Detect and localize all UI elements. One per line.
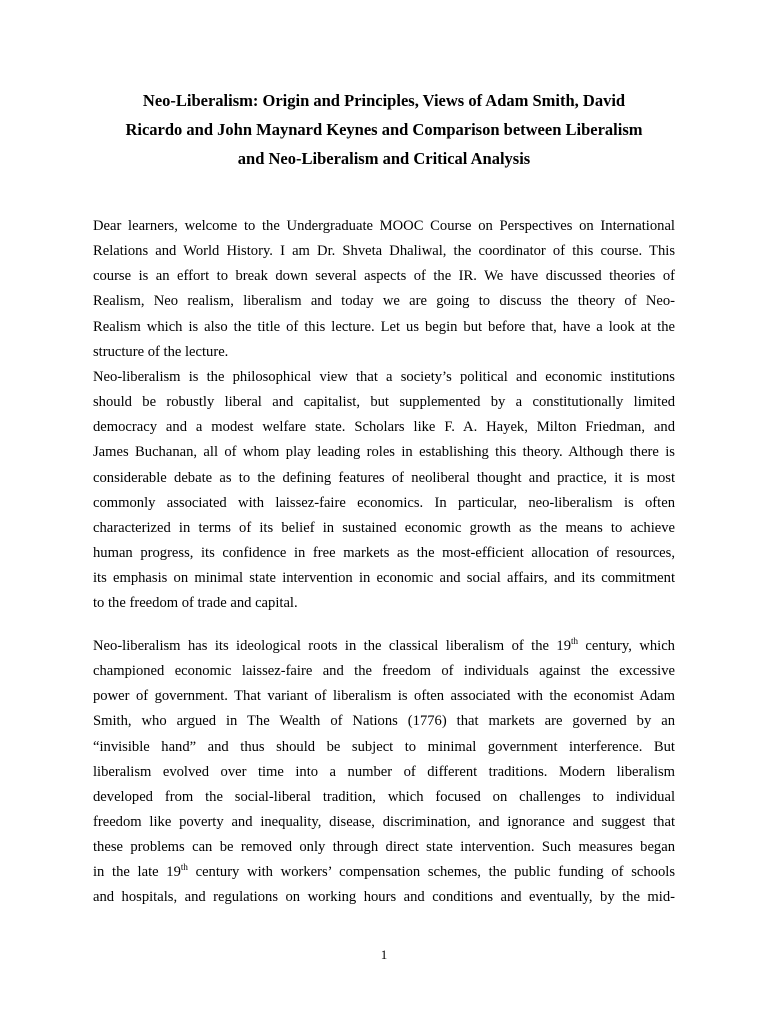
title-line: Neo-Liberalism: Origin and Principles, Views of Adam Smith, David xyxy=(142,91,626,110)
text-fragment: in the late 19 xyxy=(93,864,181,881)
text-line: Smith, who argued in The Wealth of Nations (1776) that markets are governed by an xyxy=(93,713,675,730)
text-line: James Buchanan, all of whom play leading roles in establishing this theory. Although there is xyxy=(93,444,675,461)
text-line: democracy and a modest welfare state. Scholars like F. A. Hayek, Milton Friedman, and xyxy=(93,419,675,436)
text-line: human progress, its confidence in free markets as the most-efficient allocation of resources, xyxy=(93,544,675,561)
text-line: structure of the lecture. xyxy=(93,343,229,360)
text-line: should be robustly liberal and capitalist, but supplemented by a constitutionally limited xyxy=(93,394,675,411)
text-line: developed from the social-liberal tradition, which focused on challenges to individual xyxy=(93,788,675,805)
text-line: course is an effort to break down several aspects of the IR. We have discussed theories of xyxy=(93,268,675,285)
text-line: freedom like poverty and inequality, disease, discrimination, and ignorance and suggest that xyxy=(93,813,675,830)
text-line: liberalism evolved over time into a number of different traditions. Modern liberalism xyxy=(93,763,675,780)
text-line: Neo-liberalism is the philosophical view that a society’s political and economic institutions xyxy=(93,369,675,385)
text-line: Realism which is also the title of this lecture. Let us begin but before that, have a look at the xyxy=(93,318,675,335)
text-line: championed economic laissez-faire and the freedom of individuals against the excessive xyxy=(93,663,675,680)
text-fragment: Neo-liberalism has its ideological roots in the classical liberalism of the 19 xyxy=(93,638,571,654)
text-line: and hospitals, and regulations on working hours and conditions and eventually, by the mid- xyxy=(93,889,675,906)
text-line: its emphasis on minimal state intervention in economic and social affairs, and its commitment xyxy=(93,570,675,587)
text-line: Dear learners, welcome to the Undergraduate MOOC Course on Perspectives on International xyxy=(93,218,675,234)
text-line xyxy=(93,634,675,659)
title-line: Ricardo and John Maynard Keynes and Comparison between Liberalism xyxy=(125,120,643,139)
text-line xyxy=(93,860,675,885)
text-fragment: century with workers’ compensation schemes, the public funding of schools xyxy=(187,864,675,881)
text-line: Relations and World History. I am Dr. Shveta Dhaliwal, the coordinator of this course. This xyxy=(93,243,675,260)
text-fragment: century, which xyxy=(578,638,675,654)
superscript: th xyxy=(571,636,579,646)
text-line: considerable debate as to the defining features of neoliberal thought and practice, it is most xyxy=(93,469,675,486)
title-line: and Neo-Liberalism and Critical Analysis xyxy=(237,149,531,168)
paragraph-intro xyxy=(93,214,675,365)
text-line: to the freedom of trade and capital. xyxy=(93,595,298,612)
text-line: power of government. That variant of liberalism is often associated with the economist Adam xyxy=(93,688,675,705)
page-number: 1 xyxy=(380,947,388,962)
text-line: “invisible hand” and thus should be subject to minimal government interference. But xyxy=(93,738,675,755)
paragraph-definition xyxy=(93,365,675,616)
superscript: th xyxy=(180,862,188,873)
text-line: Realism, Neo realism, liberalism and today we are going to discuss the theory of Neo- xyxy=(93,293,675,310)
text-line: characterized in terms of its belief in sustained economic growth as the means to achieve xyxy=(93,519,675,536)
document-title xyxy=(96,86,672,173)
text-line: commonly associated with laissez-faire economics. In particular, neo-liberalism is often xyxy=(93,494,675,511)
paragraph-roots xyxy=(93,634,675,911)
text-line: these problems can be removed only through direct state intervention. Such measures began xyxy=(93,839,675,856)
